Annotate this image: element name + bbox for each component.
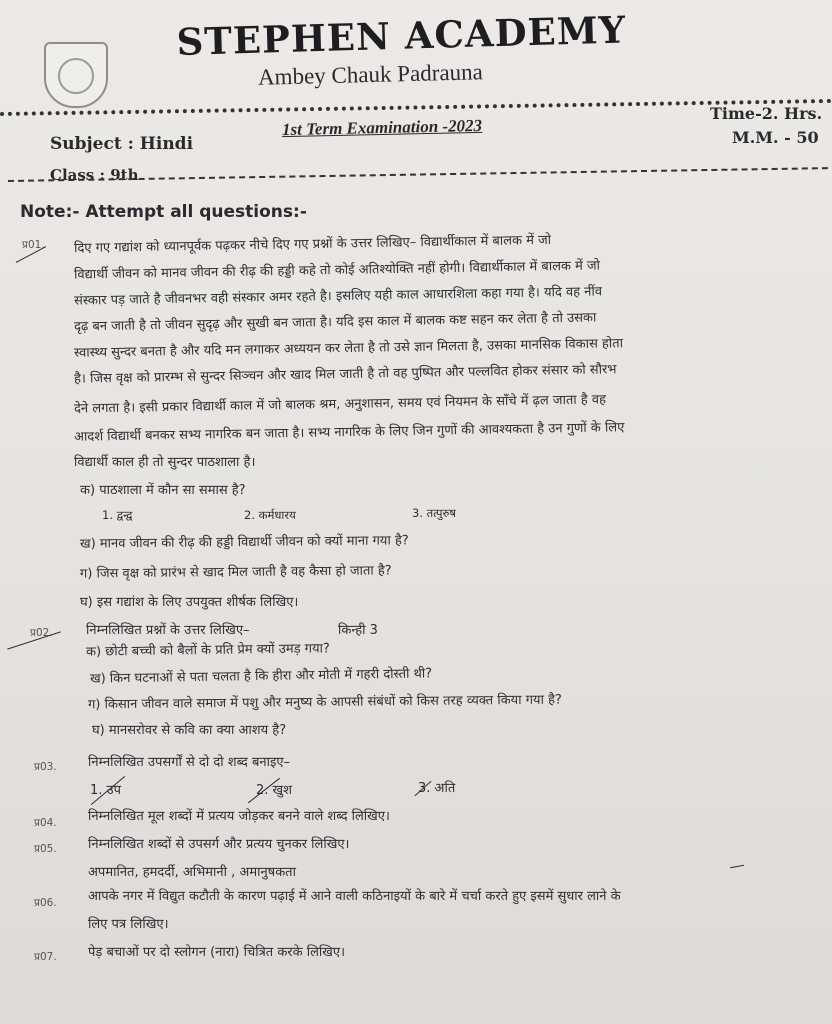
question-text: निम्नलिखित प्रश्नों के उत्तर लिखिए– (86, 623, 250, 638)
question-number: प्र02. (30, 627, 53, 639)
sub-question: ख) किन घटनाओं से पता चलता है कि हीरा और मोती में गहरी दोस्ती थी? (89, 666, 433, 687)
question-number: प्र06. (34, 897, 57, 909)
max-marks-label: M.M. - 50 (732, 128, 819, 147)
question-number: प्र03. (34, 761, 57, 773)
question-number: प्र07. (34, 951, 57, 963)
question-text: निम्नलिखित उपसर्गों से दो दो शब्द बनाइए– (88, 755, 291, 770)
school-name: STEPHEN ACADEMY (176, 7, 627, 64)
sub-question: क) छोटी बच्ची को बैलों के प्रति प्रेम क्यों उमड़ गया? (85, 641, 330, 660)
question-extra: किन्ही 3 (338, 623, 378, 638)
time-label: Time-2. Hrs. (710, 104, 823, 123)
passage-line: संस्कार पड़ जाते है जीवनभर वही संस्कार अमर रहते है। इसलिए यही काल आधारशिला कहा गया है। यदि वह नींव (73, 284, 603, 309)
sub-question: ग) जिस वृक्ष को प्रारंभ से खाद मिल जाती है वह कैसा हो जाता है? (79, 563, 392, 582)
option: 1. द्वन्द्व (102, 508, 133, 522)
pen-mark (730, 865, 744, 868)
question-number: प्र01. (22, 239, 45, 251)
school-logo (44, 42, 108, 108)
question-text: निम्नलिखित मूल शब्दों में प्रत्यय जोड़कर बनने वाले शब्द लिखिए। (88, 809, 390, 824)
sub-question: घ) इस गद्यांश के लिए उपयुक्त शीर्षक लिखिए। (80, 595, 299, 610)
passage-line: दिए गए गद्यांश को ध्यानपूर्वक पढ़कर नीचे दिए गए प्रश्नों के उत्तर लिखिए– विद्यार्थीकाल में बालक में जो (73, 232, 552, 257)
sub-question: ग) किसान जीवन वाले समाज में पशु और मनुष्य के आपसी संबंधों को किस तरह व्यक्त किया गया है? (87, 692, 562, 713)
school-address: Ambey Chauk Padrauna (257, 59, 484, 90)
question-text: लिए पत्र लिखिए। (88, 917, 169, 932)
subject-label: Subject : Hindi (50, 134, 194, 154)
prefix-item: 3. अति (418, 781, 456, 796)
question-text: निम्नलिखित शब्दों से उपसर्ग और प्रत्यय चुनकर लिखिए। (88, 837, 350, 852)
option: 3. तत्पुरुष (412, 506, 456, 520)
sub-question: क) पाठशाला में कौन सा समास है? (80, 483, 246, 498)
instructions-note: Note:- Attempt all questions:- (20, 202, 307, 222)
prefix-item: 1. उप (90, 783, 122, 798)
question-text: आपके नगर में विद्युत कटौती के कारण पढ़ाई में आने वाली कठिनाइयों के बारे में चर्चा करते हुए इसमें सुधार लाने के (88, 889, 621, 904)
passage-line: है। जिस वृक्ष को प्रारम्भ से सुन्दर सिञ्चन और खाद मिल जाती है तो वह पुष्पित और पल्लवित होकर संसार को सौरभ (73, 362, 617, 387)
passage-line: विद्यार्थी जीवन को मानव जीवन की रीढ़ की हड्डी कहे तो कोई अतिश्योक्ति नहीं होगी। विद्यार्थीकाल में बालक में जो (73, 258, 601, 283)
passage-line: स्वास्थ्य सुन्दर बनता है और यदि मन लगाकर अध्ययन कर लेता है तो उसे ज्ञान मिलता है, उसका मानसिक विकास होता (73, 336, 624, 361)
passage-line: विद्यार्थी काल ही तो सुन्दर पाठशाला है। (74, 455, 256, 470)
option: 2. कर्मधारय (244, 508, 296, 522)
sub-question: ख) मानव जीवन की रीढ़ की हड्डी विद्यार्थी जीवन को क्यों माना गया है? (79, 533, 409, 552)
passage-line: दृढ़ बन जाती है तो जीवन सुदृढ़ और सुखी बन जाता है। यदि इस काल में बालक कष्ट सहन कर लेता है तो उसका (73, 310, 597, 335)
exam-title: 1st Term Examination -2023 (281, 115, 483, 140)
question-text: पेड़ बचाओं पर दो स्लोगन (नारा) चित्रित करके लिखिए। (88, 945, 346, 960)
passage-line: आदर्श विद्यार्थी बनकर सभ्य नागरिक बन जाता है। सभ्य नागरिक के लिए जिन गुणों की आवश्यकता है उन गुणों के लिए (73, 420, 625, 445)
sub-question: घ) मानसरोवर से कवि का क्या आशय है? (92, 723, 287, 738)
passage-line: देने लगता है। इसी प्रकार विद्यार्थी काल में जो बालक श्रम, अनुशासन, समय एवं नियमन के साँचे में ढ़ल जाता है वह (73, 392, 607, 417)
question-number: प्र05. (34, 843, 57, 855)
dotted-divider (0, 99, 832, 116)
prefix-item: 2. खुश (256, 783, 293, 798)
question-number: प्र04. (34, 817, 57, 829)
word-list: अपमानित, हमदर्दी, अभिमानी , अमानुषकता (88, 865, 296, 880)
class-label: Class : 9th (50, 166, 139, 184)
